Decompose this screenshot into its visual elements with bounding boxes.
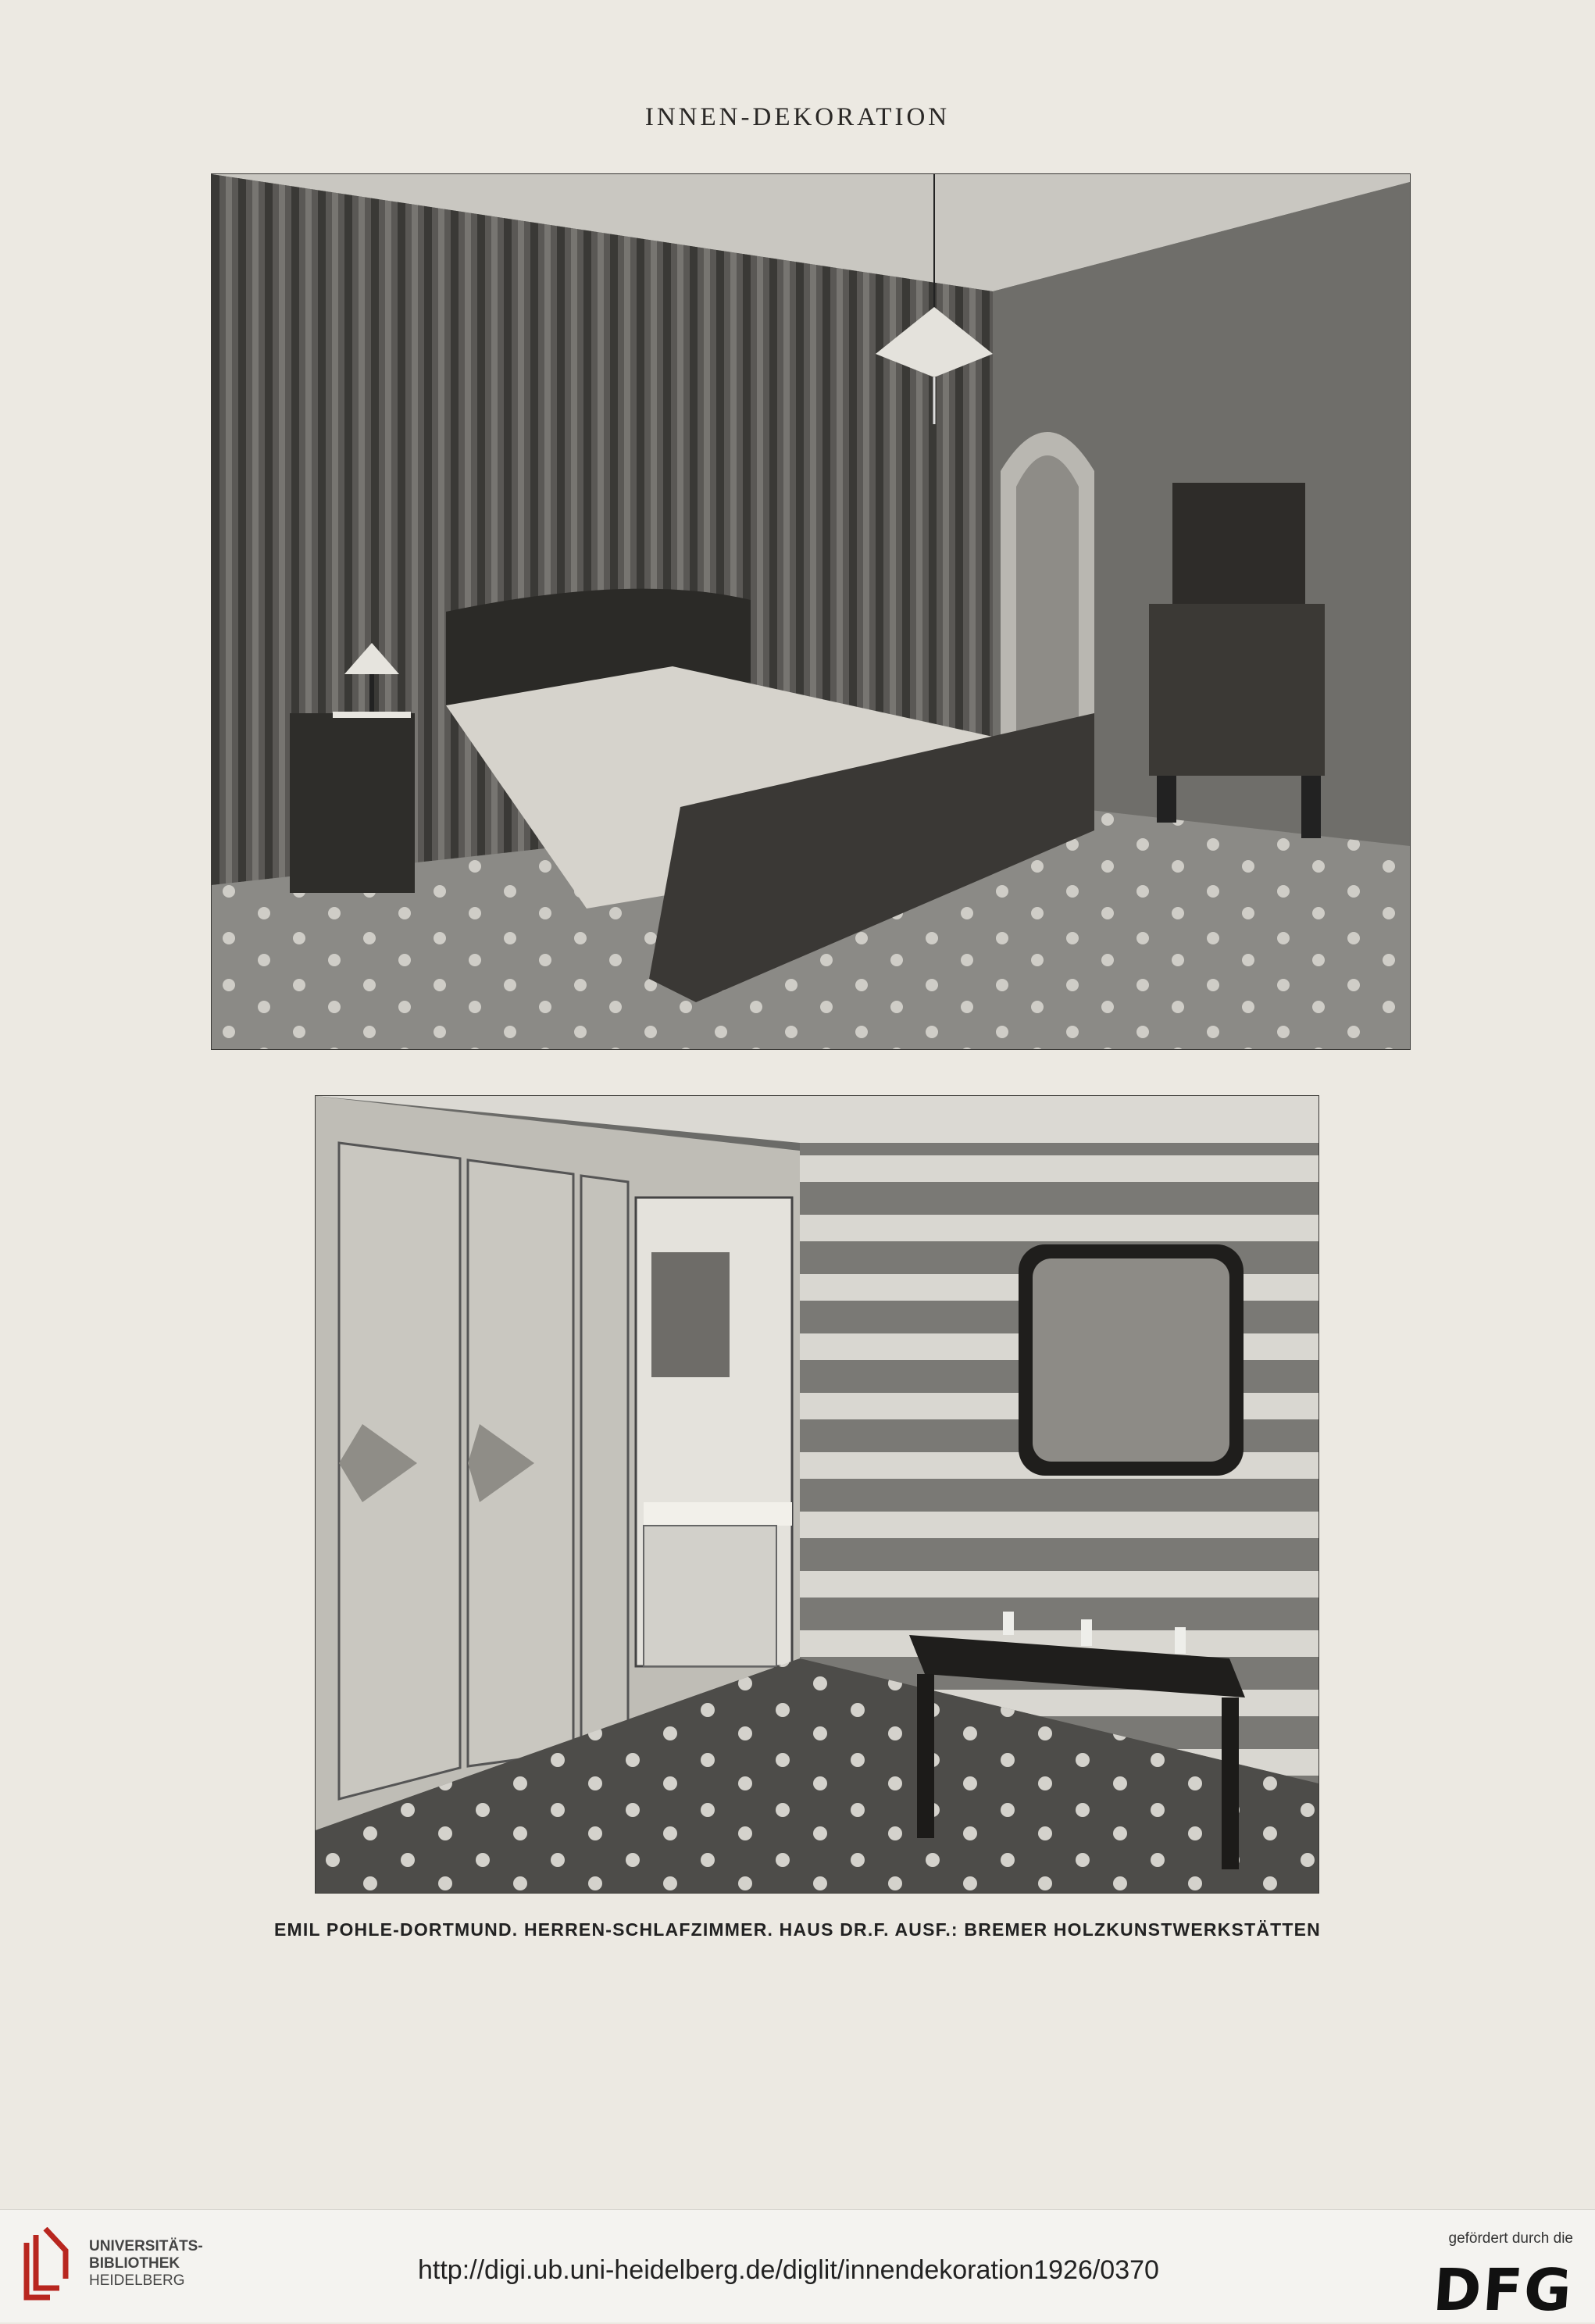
- library-name-line2: BIBLIOTHEK: [89, 2255, 180, 2272]
- permalink-url[interactable]: http://digi.ub.uni-heidelberg.de/diglit/innendekoration1926/0370: [418, 2255, 1159, 2285]
- running-head: INNEN-DEKORATION: [644, 103, 951, 131]
- library-name: [89, 2238, 203, 2290]
- dfg-logo: DFG: [1431, 2257, 1576, 2324]
- sponsor-text: gefördert durch die: [1448, 2230, 1573, 2247]
- footer-bar: [0, 2209, 1595, 2322]
- dressing-room-photo: [315, 1095, 1319, 1894]
- library-name-line1: UNIVERSITÄTS-: [89, 2238, 203, 2254]
- plate-caption: EMIL POHLE-DORTMUND. HERREN-SCHLAFZIMMER. HAUS DR.F. AUSF.: BREMER HOLZKUNSTWERKSTÄTTEN: [274, 1919, 1321, 1940]
- library-name-line3: HEIDELBERG: [89, 2272, 185, 2289]
- university-library-logo-icon: [19, 2227, 73, 2301]
- bedroom-photo: [211, 173, 1411, 1050]
